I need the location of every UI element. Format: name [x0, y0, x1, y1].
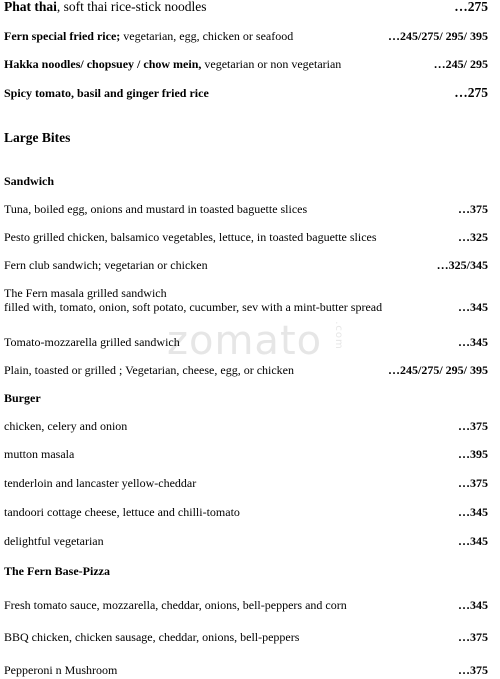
item-price: …375 — [458, 630, 488, 644]
item-price: …375 — [458, 663, 488, 677]
menu-item: Fresh tomato sauce, mozzarella, cheddar, onions, bell-peppers and corn …345 — [4, 598, 488, 612]
section-heading-large-bites: Large Bites — [4, 130, 71, 145]
item-price: …245/275/ 295/ 395 — [387, 29, 488, 43]
item-price: …345 — [458, 598, 488, 612]
item-price: …245/275/ 295/ 395 — [387, 363, 488, 377]
menu-item: Fern special fried rice; vegetarian, egg, chicken or seafood …245/275/ 295/ 395 — [4, 29, 488, 43]
zomato-watermark: zomato .com — [167, 318, 344, 364]
subsection-heading-pizza: The Fern Base-Pizza — [4, 564, 110, 578]
item-price: …345 — [458, 335, 488, 349]
menu-item: tenderloin and lancaster yellow-cheddar …375 — [4, 476, 488, 490]
menu-item: Pesto grilled chicken, balsamico vegetables, lettuce, in toasted baguette slices …325 — [4, 230, 488, 244]
menu-item: Phat thai, soft thai rice-stick noodles …275 — [4, 0, 488, 14]
menu-item: BBQ chicken, chicken sausage, cheddar, onions, bell-peppers …375 — [4, 630, 488, 644]
menu-item: Plain, toasted or grilled ; Vegetarian, cheese, egg, or chicken …245/275/ 295/ 395 — [4, 363, 488, 377]
item-price: …345 — [458, 300, 488, 314]
subsection-heading-sandwich: Sandwich — [4, 174, 55, 188]
menu-item: Hakka noodles/ chopsuey / chow mein, vegetarian or non vegetarian …245/ 295 — [4, 57, 488, 71]
menu-item: chicken, celery and onion …375 — [4, 419, 488, 433]
menu-item: Pepperoni n Mushroom …375 — [4, 663, 488, 677]
item-price: …275 — [454, 85, 488, 100]
menu-item: Tuna, boiled egg, onions and mustard in toasted baguette slices …375 — [4, 202, 488, 216]
menu-item: The Fern masala grilled sandwich filled with, tomato, onion, soft potato, cucumber, sev with a mint-butter spread …345 — [4, 286, 488, 314]
item-price: …345 — [458, 505, 488, 519]
item-price: …395 — [458, 447, 488, 461]
item-price: …345 — [458, 534, 488, 548]
item-price: …325 — [458, 230, 488, 244]
menu-item: delightful vegetarian …345 — [4, 534, 488, 548]
item-price: …275 — [454, 0, 488, 14]
item-price: …375 — [458, 476, 488, 490]
item-price: …375 — [458, 419, 488, 433]
item-price: …375 — [458, 202, 488, 216]
menu-item: Fern club sandwich; vegetarian or chicken …325/345 — [4, 258, 488, 272]
menu-item: Spicy tomato, basil and ginger fried rice …275 — [4, 85, 488, 100]
item-price: …245/ 295 — [433, 57, 488, 71]
subsection-heading-burger: Burger — [4, 391, 41, 405]
menu-item: mutton masala …395 — [4, 447, 488, 461]
menu-item: tandoori cottage cheese, lettuce and chilli-tomato …345 — [4, 505, 488, 519]
menu-item: Tomato-mozzarella grilled sandwich …345 — [4, 335, 488, 349]
item-price: …325/345 — [436, 258, 488, 272]
